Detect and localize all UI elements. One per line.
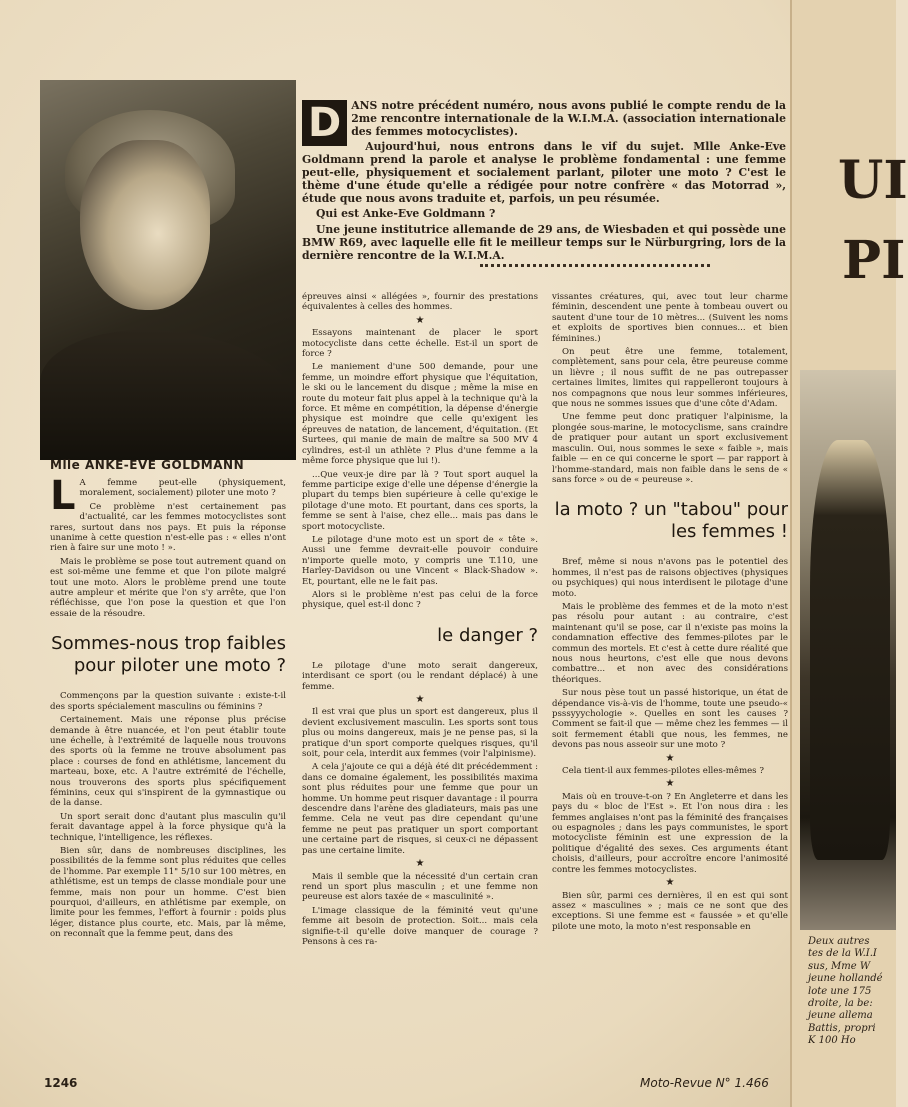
section-heading: Sommes-nous trop faibles pour piloter une moto ? — [51, 633, 286, 677]
caption-line: jeune allema — [808, 1010, 873, 1022]
col2-paragraph: Le pilotage d'une moto est un sport de « tête ». Aussi une femme devrait-elle pouvoir conduire n'importe quelle moto, y compris une T.110, une Harley-Davidson ou une Vincent « Black-Shadow ». Et, pourtant, elle ne le fait pas. — [302, 534, 538, 587]
col2-paragraph: épreuves ainsi « allégées », fournir des prestations équivalentes à celles des hommes. — [302, 292, 538, 313]
article-intro — [302, 100, 786, 266]
col2-paragraph: Le maniement d'une 500 demande, pour une femme, un moindre effort physique que l'équitation, le ski ou le lancement du disque ; même la mise en route du moteur fait plus appel à la technique qu'à la force. Et même en compétition, la dépense d'énergie physique est moindre que celle qu'exigent les épreuves de natation, de lancement, d'équitation. (Et Surtees, qui manie de main de maître sa 500 MV 4 cylindres, est-il un athlète ? Plus d'une femme a la même force physique que lui !). — [302, 362, 538, 467]
caption-line: sus, Mme W — [808, 960, 871, 972]
separator-star: ★ — [665, 778, 675, 790]
rider-figure — [810, 440, 890, 860]
caption-line: droite, la be: — [808, 998, 873, 1010]
page-number: 1246 — [44, 1076, 78, 1090]
col2-paragraph: Le pilotage d'une moto serait dangereux, interdisant ce sport (ou le rendant déplacé) à une femme. — [302, 660, 538, 692]
col2-paragraph: Il est vrai que plus un sport est dangereux, plus il devient exclusivement masculin. Les sports sont tous plus ou moins dangereux, mais je ne pense pas, si la pratique d'un sport comporte quelques risques, qu'il soit, pour cela, interdit aux femmes (voir l'alpinisme). — [302, 707, 538, 760]
col2-paragraph: Alors si le problème n'est pas celui de la force physique, quel est-il donc ? — [302, 589, 538, 611]
portrait-jacket — [40, 330, 296, 460]
col3-paragraph: Une femme peut donc pratiquer l'alpinisme, la plongée sous-marine, le motocyclisme, sans craindre de pratiquer pour autant un sport exclusivement masculin. Oui, nous sommes le sexe « faible », mais faible — en ce qui concerne le sport — par rapport à l'homme-standard, mais non faible dans le sens de « sans force » ou de « peureuse ». — [552, 412, 788, 485]
section-heading: le danger ? — [437, 624, 538, 646]
col3-paragraph: Sur nous pèse tout un passé historique, un état de dépendance vis-à-vis de l'homme, toute une pseudo-« psssyyychologie ». Quelles en sont les causes ? Comment se fait-il que — même chez les femmes — il soit fermement établi que nous, les femmes, ne devons pas nous asseoir sur une moto ? — [552, 688, 788, 751]
caption-line: Deux autres — [808, 936, 870, 947]
column-2 — [302, 292, 538, 950]
col3-paragraph: Bien sûr, parmi ces dernières, il en est qui sont assez « masculines » ; mais ce ne sont que des exceptions. Si une femme est « faussée » et qu'elle pilote une moto, la moto n'est responsable en — [552, 890, 788, 932]
caption-line: lote une 175 — [808, 985, 872, 997]
col2-paragraph: ...Que veux-je dire par là ? Tout sport auquel la femme participe exige d'elle une dépense d'énergie la plupart du temps bien supérieure à celle qu'exige le pilotage d'une moto. Et pourtant, dans ces sports, la femme se sent à l'aise, chez elle... mais pas dans le sport motocycliste. — [302, 469, 538, 532]
col1-paragraph: Certainement. Mais une réponse plus précise demande à être nuancée, et l'on peut établir toute une échelle, à l'extrémité de laquelle nous trouvons des sports où la femme ne trouve absolument pas place : courses de fond en athlétisme, lancement du marteau, boxe, etc. A l'autre extrémité de l'échelle, nous trouverons des sports plus spécifiquement féminins, ceux qui s'inspirent de la gymnastique ou de la danse. — [50, 715, 286, 809]
col3-paragraph: Cela tient-il aux femmes-pilotes elles-mêmes ? — [562, 766, 764, 777]
col2-paragraph: L'image classique de la féminité veut qu'une femme ait besoin de protection. Soit... mais cela signifie-t-il qu'elle doive manquer de courage ? Pensons à ces ra- — [302, 905, 538, 947]
separator-star: ★ — [415, 858, 425, 870]
intro-paragraph: Une jeune institutrice allemande de 29 ans, de Wiesbaden et qui possède une BMW R69, avec laquelle elle fit le meilleur temps sur le Nürburgring, lors de la dernière rencontre de la W.I.M.A. — [302, 223, 786, 262]
col1-paragraph: A femme peut-elle (physiquement, moralement, socialement) piloter une moto ? — [79, 478, 286, 499]
col1-paragraph: Ce problème n'est certainement pas d'actualité, car les femmes motocyclistes sont rares, surtout dans nos pays. Et puis la réponse unanime à cette question n'est-elle pas : « elles n'ont rien à faire sur une moto ! ». — [50, 501, 286, 554]
col1-paragraph: Mais le problème se pose tout autrement quand on est soi-même une femme et que l'on pilote malgré tout une moto. Alors le problème prend une toute autre ampleur et mérite que l'on s'y arrête, que l'on réfléchisse, que l'on pose la question et que l'on essaie de la résoudre. — [50, 556, 286, 619]
portrait-photo — [40, 80, 296, 450]
intro-dropcap: D — [302, 100, 347, 146]
col1-paragraph: Commençons par la question suivante : existe-t-il des sports spécialement masculins ou féminins ? — [50, 691, 286, 712]
photo-caption: Mlle ANKE-EVE GOLDMANN — [50, 458, 245, 472]
col1-dropcap: L — [50, 473, 76, 519]
separator-star: ★ — [415, 314, 425, 326]
col2-paragraph: Essayons maintenant de placer le sport motocycliste dans cette échelle. Est-il un sport de force ? — [302, 328, 538, 360]
caption-line: tes de la W.I.I — [808, 948, 877, 960]
caption-line: jeune hollandé — [808, 973, 883, 985]
decorative-divider — [480, 261, 710, 267]
caption-line: Battis, propri — [808, 1022, 876, 1034]
intro-paragraph: Aujourd'hui, nous entrons dans le vif du sujet. Mlle Anke-Eve Goldmann prend la parole et analyse le problème fondamental : une femme peut-elle, physiquement et socialement parlant, piloter une moto ? C'est le thème d'une étude qu'elle a rédigée pour notre confrère « das Motorrad », étude que nous avons traduite et, parfois, un peu résumée. — [302, 140, 786, 205]
col2-paragraph: A cela j'ajoute ce qui a déjà été dit précédemment : dans ce domaine également, les possibilités maxima sont plus réduites pour une femme que pour un homme. Un homme peut risquer davantage : il pourra descendre dans l'arène des gladiateurs, mais pas une femme. Cela ne veut pas dire cependant qu'une femme ne peut pas pratiquer un sport comportant une certaine part de risques, si ceux-ci ne dépassent pas une certaine limite. — [302, 762, 538, 856]
separator-star: ★ — [415, 694, 425, 705]
col3-paragraph: Mais où en trouve-t-on ? En Angleterre et dans les pays du « bloc de l'Est ». Et l'on nous dira : les femmes anglaises n'ont pas la féminité des françaises ou espagnoles ; dans les pays communistes, le sport motocycliste féminin est une expression de la politique d'égalité des sexes. Ces arguments étant choisis, d'ailleurs, pour accroître encore l'animosité contre les femmes motocyclistes. — [552, 791, 788, 875]
separator-star: ★ — [665, 752, 675, 764]
intro-question: Qui est Anke-Eve Goldmann ? — [316, 207, 496, 221]
separator-star: ★ — [665, 877, 675, 889]
col3-paragraph: On peut être une femme, totalement, complètement, sans pour cela, être peureuse comme un lièvre ; il nous suffit de ne pas outrepasser certaines limites, limites qui rappelleront toujours à nos compagnons que nous leur sommes inférieures, que nous ne sommes issues que d'une côte d'Adam. — [552, 347, 788, 410]
title-fragment-2: PI — [842, 230, 906, 291]
column-3 — [552, 292, 788, 935]
rider-photo — [800, 370, 896, 930]
col3-paragraph: Bref, même si nous n'avons pas le potentiel des hommes, il n'est pas de raisons objectives (physiques ou psychiques) qui nous interdisent le pilotage d'une moto. — [552, 557, 788, 599]
col3-paragraph: vissantes créatures, qui, avec tout leur charme féminin, descendent une pente à tombeau ouvert ou sautent d'une tour de 10 mètres... (Suivent les noms et exploits de sportives bien connues... et bien féminines.) — [552, 292, 788, 344]
section-heading: la moto ? un "tabou" pour les femmes ! — [554, 499, 788, 543]
caption-line: K 100 Ho — [808, 1035, 856, 1047]
intro-paragraph: ANS notre précédent numéro, nous avons publié le compte rendu de la 2me rencontre internationale de la W.I.M.A. (association internationale des femmes motocyclistes). — [351, 99, 786, 138]
col1-paragraph: Bien sûr, dans de nombreuses disciplines, les possibilités de la femme sont plus réduites que celles de l'homme. Par exemple 11" 5/10 sur 100 mètres, en athlétisme, est un temps de classe mondiale pour une femme, mais non pour un homme. C'est bien pourquoi, d'ailleurs, en athlétisme par exemple, on limite pour les femmes, l'effort à fournir : poids plus léger, distance plus courte, etc. Mais, par là même, on reconnaît que la femme peut, dans des — [50, 845, 286, 940]
col1-paragraph: Un sport serait donc d'autant plus masculin qu'il ferait davantage appel à la force physique qu'à la technique, l'intelligence, les réflexes. — [50, 811, 286, 843]
magazine-footer: Moto-Revue N° 1.466 — [640, 1076, 769, 1090]
rider-photo-caption — [808, 936, 896, 1048]
col2-paragraph: Mais il semble que la nécessité d'un certain cran rend un sport plus masculin ; et une femme non peureuse est alors taxée de « masculinité ». — [302, 871, 538, 903]
portrait-face — [80, 140, 210, 310]
col3-paragraph: Mais le problème des femmes et de la moto n'est pas résolu pour autant : au contraire, c'est maintenant qu'il se pose, car il n'existe pas moins la condamnation effective des femmes-pilotes par le commun des mortels. Et c'est à cette dure réalité que nous nous heurtons, c'est elle que nous devons combattre... et non avec des considérations théoriques. — [552, 601, 788, 685]
title-fragment-1: UI — [838, 150, 908, 211]
column-1 — [50, 473, 286, 943]
